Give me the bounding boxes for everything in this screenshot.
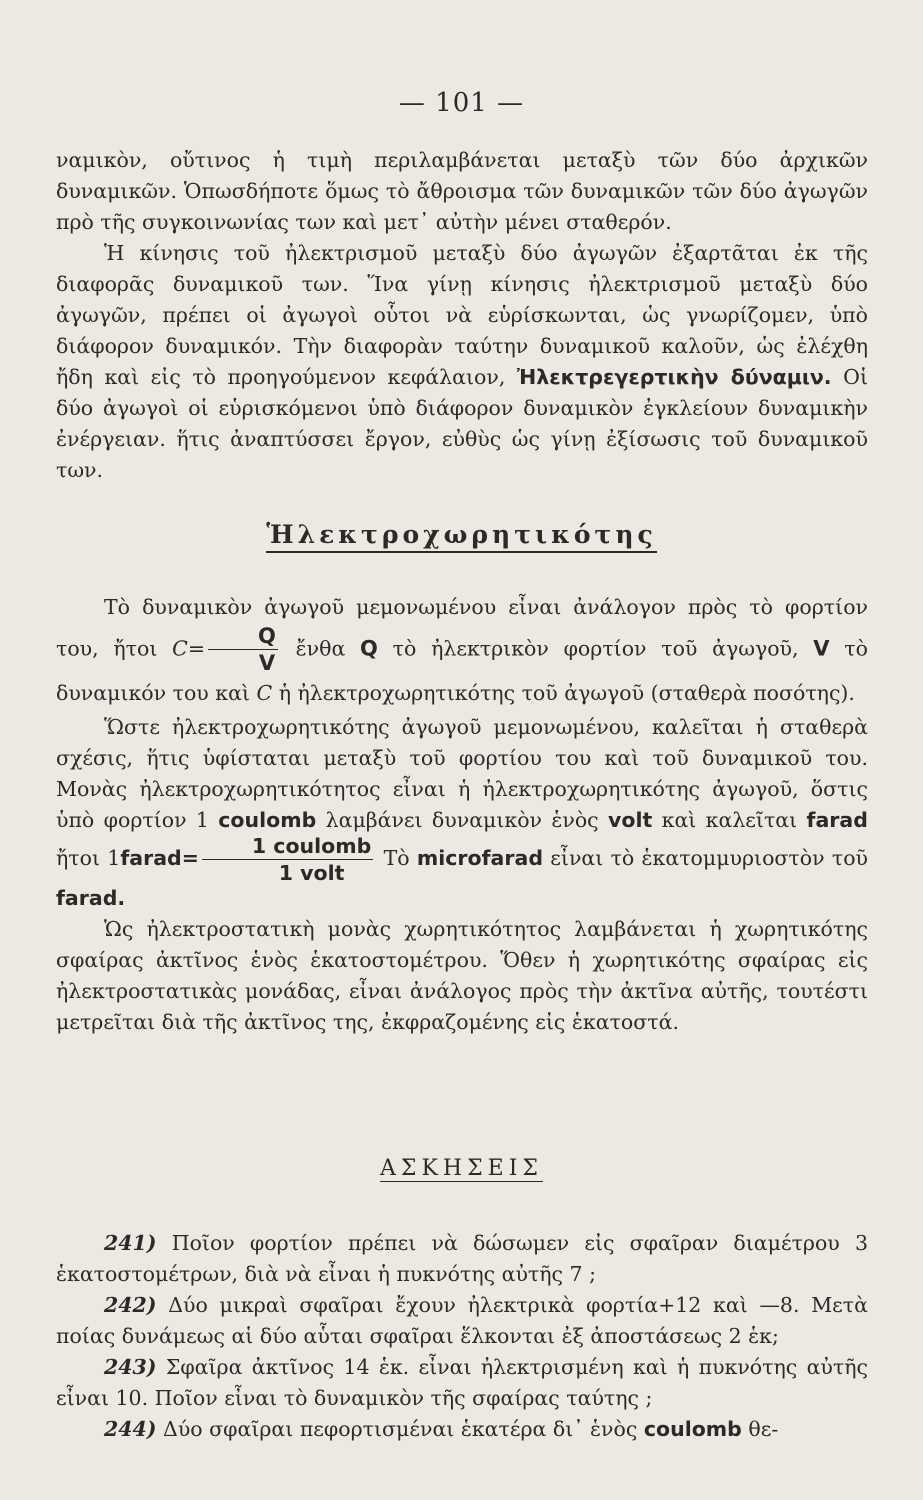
emf-term: Ἠλεκτρεγερτικὴν δύναμιν.	[516, 365, 832, 389]
capacitance-formula: $\frac{Q}{V}$	[208, 626, 278, 674]
farad-formula: $\frac{\text{1 coulomb}}{\text{1 volt}}$	[202, 836, 373, 883]
exercise-item: 244) Δύο σφαῖραι πεφορτισμέναι ἑκατέρα δι᾽ ἑνὸς coulomb θε-	[104, 1417, 779, 1441]
body-text-top	[56, 145, 868, 486]
paragraph-1: ναμικὸν, οὔτινος ἡ τιμὴ περιλαμβάνεται μεταξὺ τῶν δύο ἀρχικῶν δυναμικῶν. Ὁπωσδήποτε ὅμως τὸ ἄθροισμα τῶν δυναμικῶν τῶν δύο ἀγωγῶν πρὸ τῆς συγκοινωνίας των καὶ μετ᾽ αὐτὴν μένει σταθερόν.	[56, 148, 868, 234]
paragraph-4: Ὥστε ἠλεκτροχωρητικότης ἀγωγοῦ μεμονωμένου, καλεῖται ἡ σταθερὰ σχέσις, ἥτις ὑφίσταται μεταξὺ τοῦ φορτίου του καὶ τοῦ δυναμικοῦ του. Μονὰς ἠλεκτροχωρητικότητος εἶναι ἡ ἠλεκτροχωρητικότης ἀγωγοῦ, ὅστις ὑπὸ φορτίον 1 coulomb λαμβάνει δυναμικὸν ἑνὸς volt καὶ καλεῖται farad ἤτοι 1farad= $\frac{\text{1 coulomb}}{\text{1 volt}}$ Τὸ microfarad εἶναι τὸ ἑκατομμυριοστὸν τοῦ farad.	[56, 715, 868, 910]
exercise-item: 243) Σφαῖρα ἀκτῖνος 14 ἑκ. εἶναι ἠλεκτρισμένη καὶ ἡ πυκνότης αὐτῆς εἶναι 10. Ποῖον εἶναι τὸ δυναμικὸν τῆς σφαίρας ταύτης ;	[56, 1355, 868, 1410]
body-text-middle	[56, 588, 868, 1038]
exercise-item: 241) Ποῖον φορτίον πρέπει νὰ δώσωμεν εἰς σφαῖραν διαμέτρου 3 ἑκατοστομέτρων, διὰ νὰ εἶναι ἡ πυκνότης αὐτῆς 7 ;	[56, 1231, 868, 1286]
paragraph-5: Ὡς ἠλεκτροστατικὴ μονὰς χωρητικότητος λαμβάνεται ἡ χωρητικότης σφαίρας ἀκτῖνος ἑνὸς ἑκατοστομέτρου. Ὅθεν ἡ χωρητικότης σφαίρας εἰς ἠλεκτροστατικὰς μονάδας, εἶναι ἀνάλογος πρὸς τὴν ἀκτῖνα αὐτῆς, τουτέστι μετρεῖται διὰ τῆς ἀκτῖνος της, ἐκφραζομένης εἰς ἑκατοστά.	[56, 917, 868, 1034]
exercises-title: ΑΣΚΗΣΕΙΣ	[380, 1156, 543, 1181]
exercise-item: 242) Δύο μικραὶ σφαῖραι ἔχουν ἠλεκτρικὰ φορτία+12 καὶ —8. Μετὰ ποίας δυνάμεως αἱ δύο αὗται σφαῖραι ἕλκονται ἐξ ἀποστάσεως 2 ἑκ;	[56, 1293, 868, 1348]
paragraph-3: Τὸ δυναμικὸν ἀγωγοῦ μεμονωμένου εἶναι ἀνάλογον πρὸς τὸ φορτίον του, ἤτοι C= $\frac{Q}{V}$ ἔνθα Q τὸ ἠλεκτρικὸν φορτίον τοῦ ἀγωγοῦ, V τὸ δυναμικόν του καὶ C ἡ ἠλεκτροχωρητικότης τοῦ ἀγωγοῦ (σταθερὰ ποσότης).	[56, 595, 868, 705]
section-title: Ἡλεκτροχωρητικότης	[0, 520, 923, 549]
page-number: — 101 —	[398, 88, 525, 118]
paragraph-2: Ἡ κίνησις τοῦ ἠλεκτρισμοῦ μεταξὺ δύο ἀγωγῶν ἐξαρτᾶται ἐκ τῆς διαφορᾶς δυναμικοῦ των. Ἵνα γίνῃ κίνησις ἠλεκτρισμοῦ μεταξὺ δύο ἀγωγῶν, πρέπει οἱ ἀγωγοὶ οὗτοι νὰ εὑρίσκωνται, ὡς γνωρίζομεν, ὑπὸ διάφορον δυναμικόν. Τὴν διαφορὰν ταύτην δυναμικοῦ καλοῦν, ὡς ἐλέχθη ἤδη καὶ εἰς τὸ προηγούμενον κεφάλαιον, Ἠλεκτρεγερτικὴν δύναμιν. Οἱ δύο ἀγωγοὶ οἱ εὑρισκόμενοι ὑπὸ διάφορον δυναμικὸν ἐγκλείουν δυναμικὴν ἐνέργειαν. ἥτις ἀναπτύσσει ἔργον, εὐθὺς ὡς γίνῃ ἐξίσωσις τοῦ δυναμικοῦ των.	[56, 241, 868, 482]
exercises-list	[56, 1228, 868, 1445]
